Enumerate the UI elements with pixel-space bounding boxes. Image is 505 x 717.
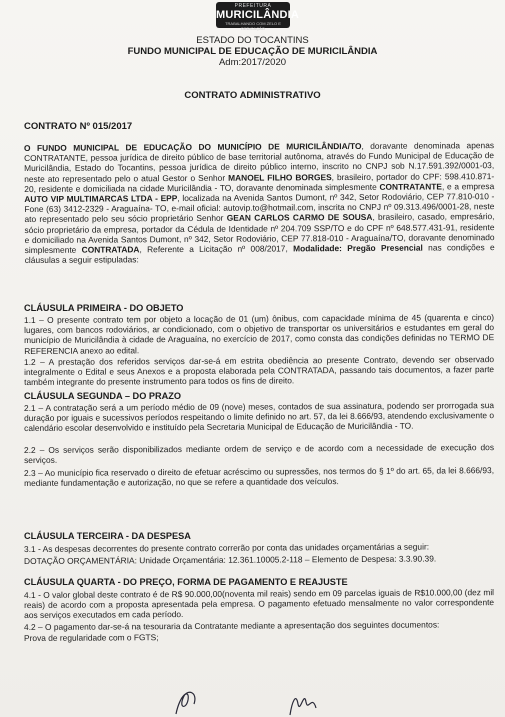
clause-4-heading: CLÁUSULA QUARTA - DO PREÇO, FORMA DE PAGAMENTO E REAJUSTE xyxy=(24,577,348,587)
clause-4-item-3: Prova de regularidade com o FGTS; xyxy=(24,632,159,643)
municipality-logo xyxy=(212,0,300,31)
logo-sub-text: TRABALHANDO COM ZELO E DEDICAÇÃO xyxy=(225,21,281,31)
contratante-term: CONTRATANTE xyxy=(379,181,442,192)
clause-4-item-1: 4.1 - O valor global deste contrato é de R$ 90.000,00(noventa mil reais) sendo em 09 parcelas iguais de R$10.000,00 (dez mil reais) de acordo com a proposta apresentada pela empresa. O pagamento efetuado mensalmente no valor correspondente aos serviços executados em cada período. xyxy=(24,587,495,621)
contract-number: CONTRATO Nº 015/2017 xyxy=(24,121,133,132)
clause-3-item-1: 3.1 - As despesas decorrentes do presente contrato correrão por conta das unidades orçamentárias a seguir: xyxy=(24,541,430,554)
partner-name: GEAN CARLOS CARMO DE SOUSA xyxy=(226,212,373,224)
logo-badge xyxy=(216,2,300,31)
clause-2-item-1: 2.1 – A contratação será a um período médio de 09 (nove) meses, contados de sua assinatura, podendo ser prorrogada sua duração por iguais e sucessivos períodos respeitando o limite definido no art. 57, da lei 8.666/93, atendendo exclusivamente o calendário escolar desenvolvido e instituído pela Secretaria Municipal de Educação de Muricilândia - TO. xyxy=(24,400,495,434)
intro-text-6: , Referente a Licitação nº 008/2017, xyxy=(139,243,294,255)
clause-4-item-2: 4.2 – O pagamento dar-se-á na tesouraria da Contratante mediante a apresentação dos seguintes documentos: xyxy=(24,619,440,632)
fund-name: O FUNDO MUNICIPAL DE EDUCAÇÃO DO MUNICÍPIO DE MURICILÂNDIA/TO xyxy=(24,140,362,153)
intro-text-4: , localizada na Avenida Santos Dumont, nº 342, Setor Rodoviário, CEP 77.810-010 - Fone (63) 3412-2329 - Araguaína- TO, e-mail oficial: autovip.to@hotmail.com, inscrita no CNPJ nº 09.313.496/0001-28, neste ato representado pelo seu sócio proprietário Senhor xyxy=(24,191,495,225)
header-state: ESTADO DO TOCANTINS xyxy=(196,35,309,46)
clause-2-item-3: 2.3 – Ao município fica reservado o direito de efetuar acréscimo ou supressões, nos termos do § 1º do art. 65, da lei 8.666/93, mediante fundamentação e autorização, no que se refere a quantidade dos veículos. xyxy=(24,465,495,489)
clause-1-heading: CLÁUSULA PRIMEIRA - DO OBJETO xyxy=(24,303,184,313)
clause-3-item-2: DOTAÇÃO ORÇAMENTÁRIA: Unidade Orçamentária: 12.361.10005.2-118 – Elemento de Despesa: 3.3.90.39. xyxy=(24,553,437,566)
signature-left xyxy=(168,684,208,717)
header-fund: FUNDO MUNICIPAL DE EDUCAÇÃO DE MURICILÂNDIA xyxy=(127,46,378,57)
contratada-term: CONTRATADA xyxy=(81,244,140,255)
modalidade: Modalidade: Pregão Presencial xyxy=(293,242,423,254)
gestor-name: MANOEL FILHO BORGES xyxy=(228,171,332,183)
clause-1-item-1: 1.1 – O presente contrato tem por objeto a locação de 01 (um) ônibus, com capacidade mínima de 45 (quarenta e cinco) lugares, com bancos rodoviários, ar condicionado, com o objetivo de transportar os universitários e estudantes em geral do município de Muricilândia à cidade de Araguaína, no exercício de 2017, como consta das condições definidas no TERMO DE REFERENCIA anexo ao edital. xyxy=(24,312,495,356)
clause-2-heading: CLÁUSULA SEGUNDA – DO PRAZO xyxy=(24,391,182,401)
clause-3-heading: CLÁUSULA TERCEIRA - DA DESPESA xyxy=(24,531,191,541)
intro-text-3: , e a empresa xyxy=(441,180,495,192)
intro-text-5: , brasileiro, casado, empresário, sócio proprietário da empresa, portador da Cédula de Identidade nº 204.709 SSP/TO e do CPF nº 648.577.431-91, residente e domiciliado na Avenida Santos Dumont, nº 342, Setor Rodoviário, CEP 77.818-010 - Araguaína/TO, doravante denominado simplesmente xyxy=(24,211,495,256)
logo-top-text: PREFEITURA xyxy=(234,3,272,9)
document-title: CONTRATO ADMINISTRATIVO xyxy=(184,90,321,101)
intro-text-7: nas condições e cláusulas a seguir estipuladas: xyxy=(24,242,495,266)
clause-1-item-2: 1.2 – A prestação dos referidos serviços dar-se-á em estrita obediência ao presente Contrato, devendo ser observado integralmente o Edital e seus Anexos e a proposta elaborada pela CONTRATADA, passando tais documentos, a fazer parte também integrante do presente instrumento para todos os fins de direito. xyxy=(24,354,495,388)
intro-text-2: , brasileiro, portador do CPF: 598.410.871-20, residente e domiciliada na cidade Muricilândia - TO, doravante denominada simplesmente xyxy=(24,170,495,194)
header-admin: Adm:2017/2020 xyxy=(218,57,287,68)
clause-2-item-2: 2.2 – Os serviços serão disponibilizados mediante ordem de serviço e de acordo com a necessidade de execução dos serviços. xyxy=(24,442,495,466)
signature-right xyxy=(284,684,324,717)
company-name: AUTO VIP MULTIMARCAS LTDA - EPP xyxy=(24,193,178,205)
intro-text-1: , doravante denominada apenas CONTRATANTE, pessoa jurídica de direito público de base territorial autônoma, através do Fundo Municipal de Educação de Muricilândia, Estado do Tocantins, pessoa jurídica de direito público interno, inscrito no CNPJ sob N.17.591.392/0001-03, neste ato representado pelo o atual Gestor o Senhor xyxy=(24,140,495,184)
intro-paragraph xyxy=(24,140,495,265)
logo-name: MURICILÂNDIA xyxy=(216,9,300,21)
